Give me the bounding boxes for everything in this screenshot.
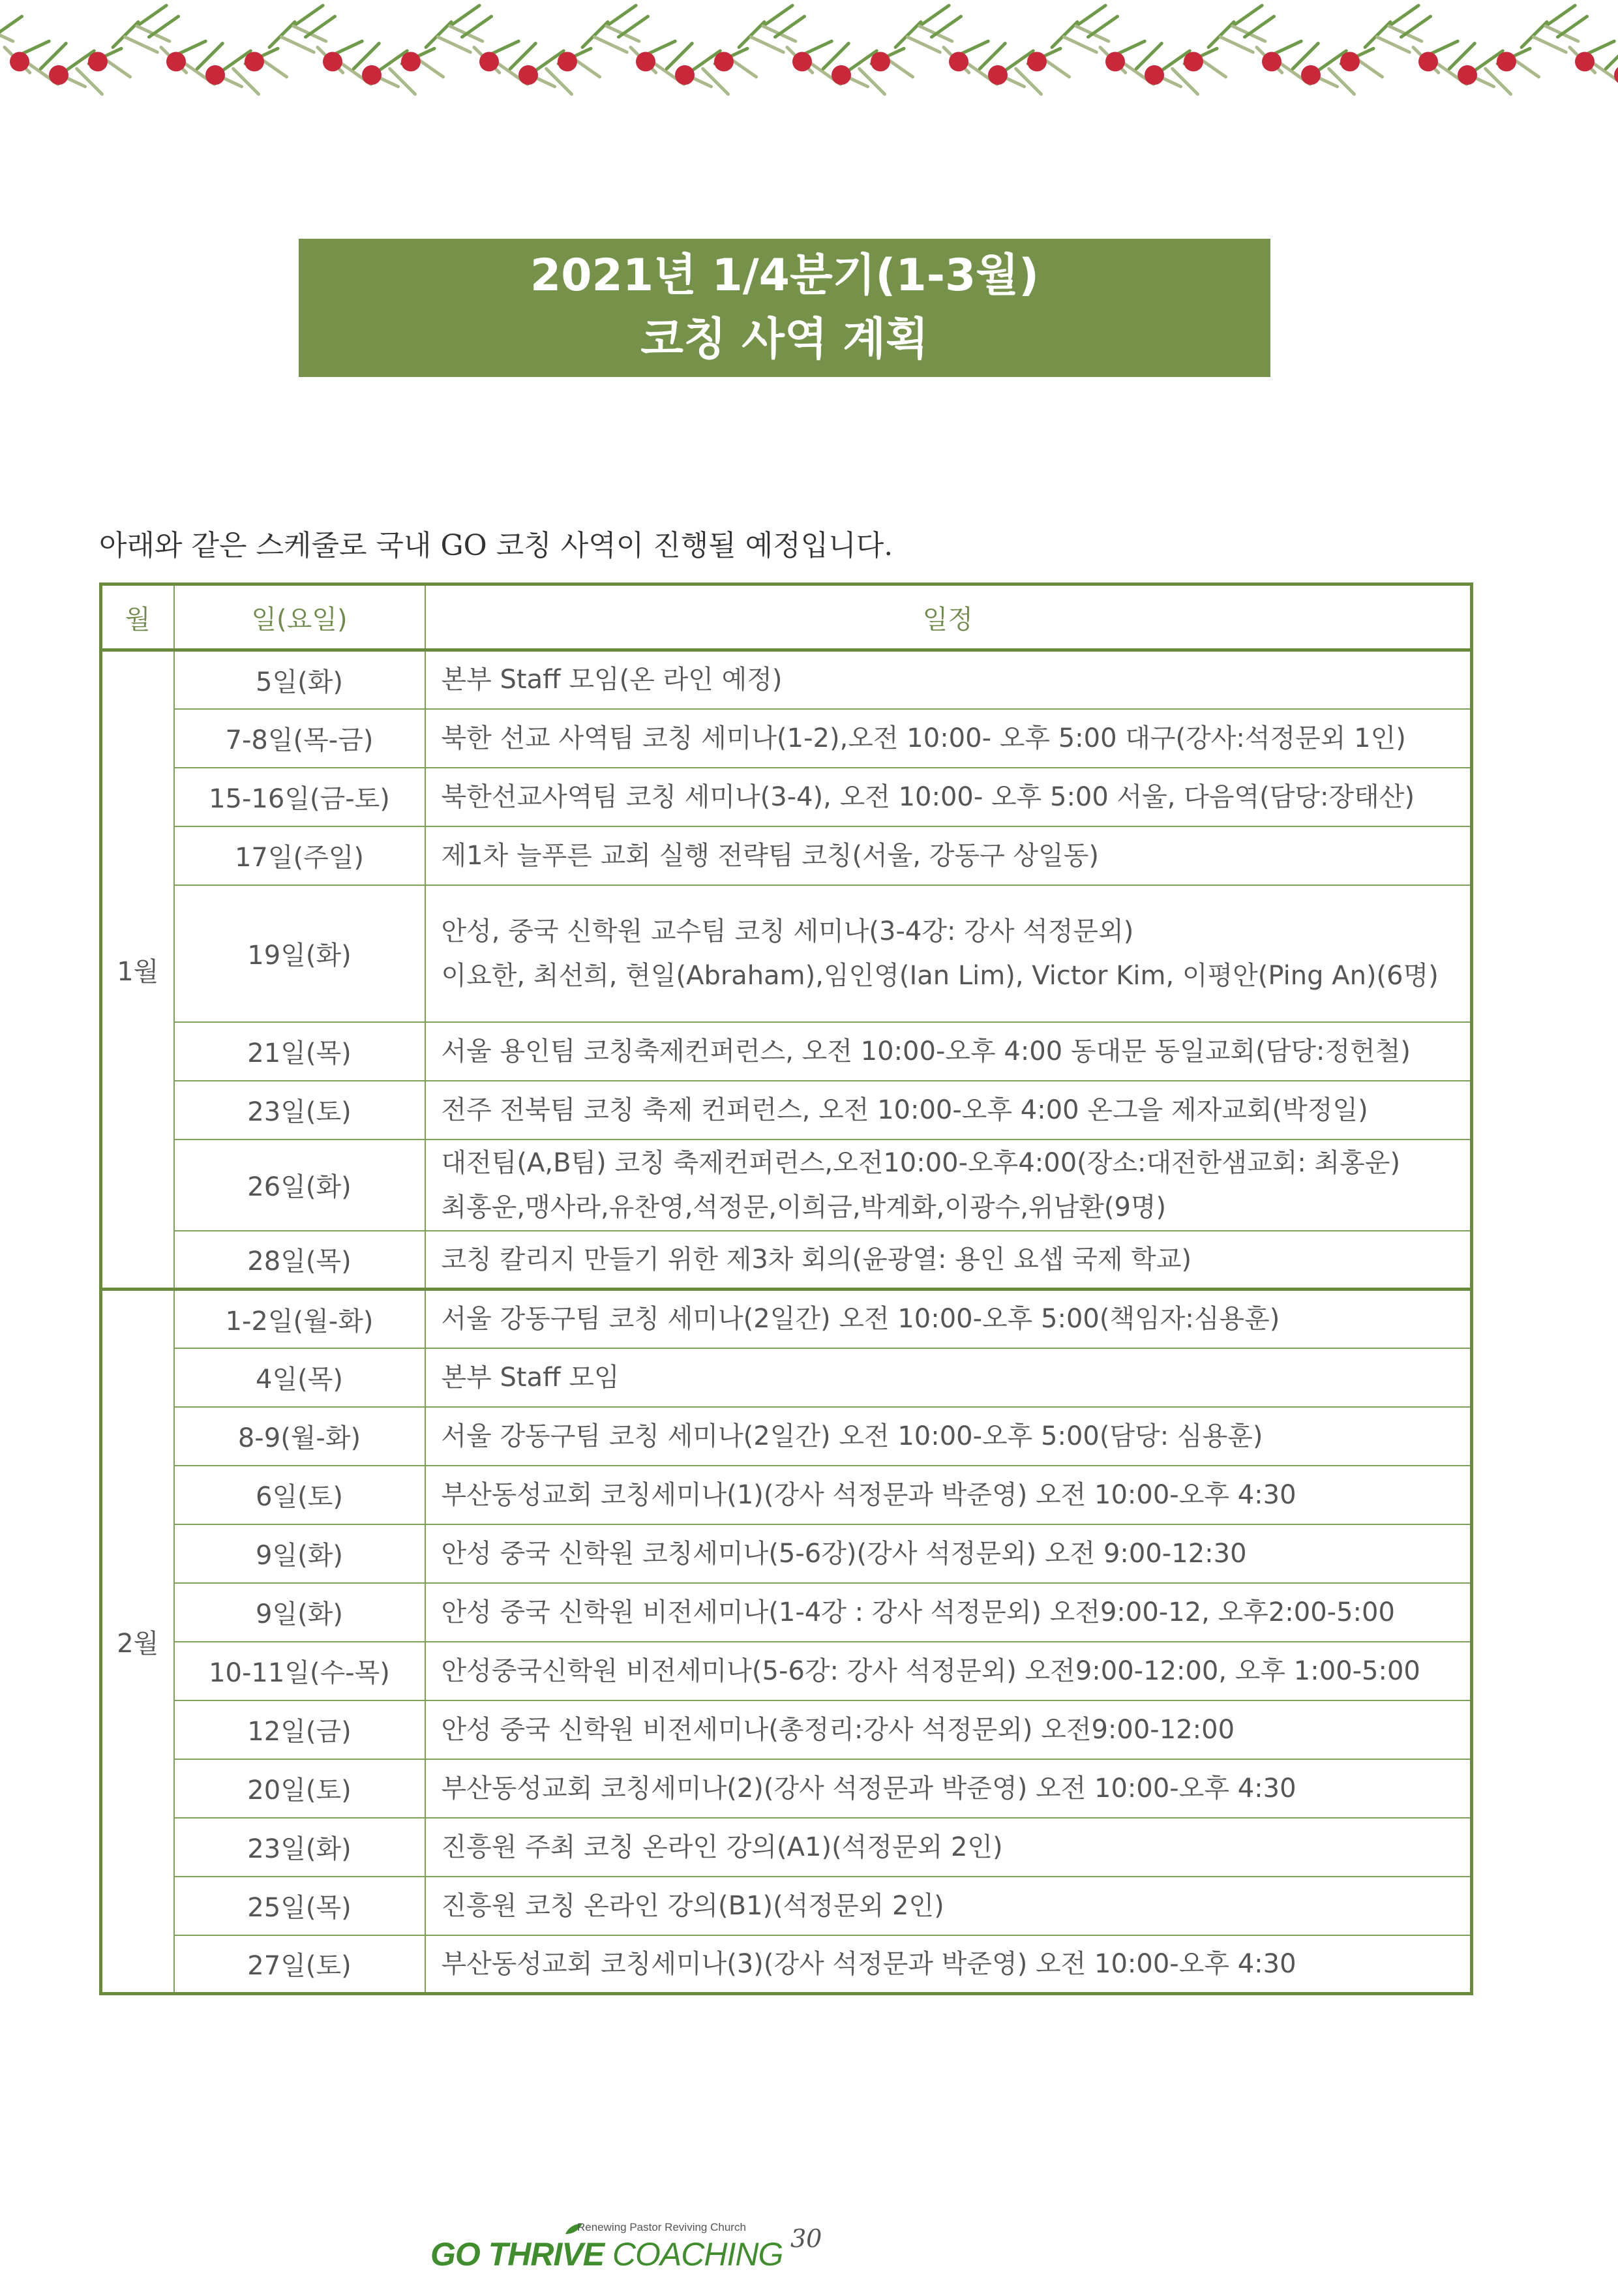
schedule-cell	[425, 1524, 1472, 1583]
pine-needle	[1486, 68, 1511, 94]
pine-needle	[137, 5, 166, 26]
footer-brand	[430, 2235, 783, 2273]
day-cell: 7-8일(목-금)	[174, 709, 425, 768]
pine-needle	[77, 68, 102, 94]
day-cell: 25일(목)	[174, 1877, 425, 1935]
schedule-cell	[425, 1583, 1472, 1642]
table-row	[101, 1466, 1472, 1524]
pine-needle	[1052, 22, 1077, 48]
pine-needle	[1173, 68, 1198, 94]
berry-icon	[1145, 65, 1164, 85]
title-line-2: 코칭 사역 계획	[640, 314, 929, 365]
schedule-cell	[425, 1407, 1472, 1466]
day-cell: 19일(화)	[174, 885, 425, 1022]
schedule-line: 진흥원 주최 코칭 온라인 강의(A1)(석정문외 2인)	[441, 1832, 1003, 1862]
table-row	[101, 826, 1472, 885]
schedule-line: 부산동성교회 코칭세미나(2)(강사 석정문과 박준영) 오전 10:00-오후 4:30	[441, 1773, 1296, 1804]
january-group	[101, 650, 1472, 1290]
berry-icon	[205, 65, 225, 85]
pine-needle	[1546, 5, 1575, 26]
schedule-cell	[425, 1759, 1472, 1818]
schedule-line: 서울 용인팀 코칭축제컨퍼런스, 오전 10:00-오후 4:00 동대문 동일교회(담당:정헌철)	[441, 1036, 1411, 1066]
berry-icon	[323, 52, 342, 71]
day-cell: 4일(목)	[174, 1348, 425, 1407]
schedule-cell	[425, 1348, 1472, 1407]
berry-icon	[49, 65, 68, 85]
schedule-cell	[425, 1877, 1472, 1935]
pine-needle	[510, 44, 535, 69]
pine-needle	[1389, 5, 1418, 26]
schedule-line: 북한 선교 사역팀 코칭 세미나(1-2),오전 10:00- 오후 5:00 대구(강사:석정문외 1인)	[441, 723, 1406, 753]
day-cell: 9일(화)	[174, 1524, 425, 1583]
day-cell: 17일(주일)	[174, 826, 425, 885]
pine-needle	[751, 37, 784, 52]
pine-needle	[1244, 16, 1274, 37]
brand-go: GO	[430, 2236, 488, 2273]
header-schedule: 일정	[425, 584, 1472, 650]
day-cell: 12일(금)	[174, 1700, 425, 1759]
pine-needle	[920, 5, 949, 26]
berry-icon	[558, 52, 577, 71]
day-cell: 1-2일(월-화)	[174, 1290, 425, 1348]
berry-icon	[401, 52, 421, 71]
pine-needle	[293, 5, 323, 26]
schedule-cell	[425, 650, 1472, 709]
berry-icon	[1418, 52, 1438, 71]
schedule-line: 서울 강동구팀 코칭 세미나(2일간) 오전 10:00-오후 5:00(담당: 심용훈)	[441, 1421, 1263, 1451]
pine-needle	[667, 44, 692, 69]
schedule-table	[99, 582, 1473, 1995]
pine-needle	[1521, 22, 1547, 48]
pine-needle	[1076, 5, 1105, 26]
day-cell: 20일(토)	[174, 1759, 425, 1818]
table-row	[101, 885, 1472, 1022]
table-row	[101, 768, 1472, 826]
pine-needle	[197, 44, 222, 69]
page-number: 30	[790, 2224, 822, 2253]
schedule-line: 안성중국신학원 비전세미나(5-6강: 강사 석정문외) 오전9:00-12:00, 오후 1:00-5:00	[441, 1655, 1420, 1686]
berry-icon	[166, 52, 186, 71]
table-header-row	[101, 584, 1472, 650]
berry-icon	[10, 52, 29, 71]
pine-needle	[607, 5, 636, 26]
berry-icon	[1458, 65, 1477, 85]
berry-icon	[792, 52, 812, 71]
table-row	[101, 1877, 1472, 1935]
pine-needle	[739, 22, 764, 48]
pine-needle	[125, 37, 158, 52]
schedule-line: 안성 중국 신학원 비전세미나(총정리:강사 석정문외) 오전9:00-12:00	[441, 1714, 1235, 1745]
berry-icon	[1262, 52, 1281, 71]
table-row	[101, 1642, 1472, 1700]
schedule-cell	[425, 1140, 1472, 1231]
month-cell: 1월	[101, 650, 174, 1290]
pine-needle	[1088, 16, 1117, 37]
pine-needle	[908, 37, 940, 52]
berry-icon	[831, 65, 851, 85]
berry-icon	[245, 52, 264, 71]
schedule-line: 안성 중국 신학원 비전세미나(1-4강 : 강사 석정문외) 오전9:00-12, 오후2:00-5:00	[441, 1597, 1395, 1627]
month-cell: 2월	[101, 1290, 174, 1994]
schedule-cell	[425, 826, 1472, 885]
berry-icon	[1497, 52, 1516, 71]
pine-needle	[269, 22, 295, 48]
pine-needle	[113, 22, 138, 48]
berry-icon	[1301, 65, 1321, 85]
title-banner	[299, 239, 1270, 377]
table-row	[101, 1022, 1472, 1081]
berry-icon	[88, 52, 108, 71]
berry-icon	[871, 52, 890, 71]
pine-needle	[282, 37, 314, 52]
table-row	[101, 1818, 1472, 1877]
pine-needle	[149, 16, 178, 37]
pine-needle	[895, 22, 921, 48]
table-row	[101, 1231, 1472, 1290]
day-cell: 28일(목)	[174, 1231, 425, 1290]
day-cell: 27일(토)	[174, 1935, 425, 1994]
pine-needle	[390, 68, 415, 94]
pine-needle	[1136, 44, 1161, 69]
schedule-line: 이요한, 최선희, 현일(Abraham),임인영(Ian Lim), Victor Kim, 이평안(Ping An)(6명)	[441, 960, 1439, 991]
pine-needle	[1606, 44, 1618, 69]
berry-icon	[479, 52, 499, 71]
footer-logo	[430, 2221, 835, 2280]
schedule-line: 서울 강동구팀 코칭 세미나(2일간) 오전 10:00-오후 5:00(책임자:심용훈)	[441, 1304, 1280, 1335]
table-row	[101, 1290, 1472, 1348]
table-row	[101, 1140, 1472, 1231]
day-cell: 23일(토)	[174, 1081, 425, 1140]
berry-icon	[949, 52, 968, 71]
berry-icon	[1614, 65, 1618, 85]
pine-needle	[426, 22, 451, 48]
schedule-line: 코칭 칼리지 만들기 위한 제3차 회의(윤광열: 용인 요셉 국제 학교)	[441, 1244, 1192, 1275]
schedule-cell	[425, 1231, 1472, 1290]
schedule-cell	[425, 709, 1472, 768]
day-cell: 21일(목)	[174, 1022, 425, 1081]
schedule-line: 본부 Staff 모임	[441, 1362, 620, 1393]
pine-needle	[703, 68, 728, 94]
pine-needle	[1534, 37, 1566, 52]
pine-needle	[1377, 37, 1410, 52]
day-cell: 8-9(월-화)	[174, 1407, 425, 1466]
pine-needle	[40, 44, 66, 69]
pine-needle	[823, 44, 848, 69]
pine-needle	[860, 68, 885, 94]
schedule-line: 최홍운,맹사라,유찬영,석정문,이희금,박계화,이광수,위남환(9명)	[441, 1192, 1167, 1222]
day-cell: 10-11일(수-목)	[174, 1642, 425, 1700]
pine-needle	[0, 16, 22, 37]
schedule-line: 본부 Staff 모임(온 라인 예정)	[441, 665, 783, 695]
intro-text: 아래와 같은 스케줄로 국내 GO 코칭 사역이 진행될 예정입니다.	[99, 529, 893, 562]
schedule-line: 부산동성교회 코칭세미나(1)(강사 석정문과 박준영) 오전 10:00-오후 4:30	[441, 1479, 1296, 1510]
table-row	[101, 650, 1472, 709]
pine-needle	[1365, 22, 1390, 48]
schedule-line: 제1차 늘푸른 교회 실행 전략팀 코칭(서울, 강동구 상일동)	[441, 840, 1099, 871]
pine-needle	[1449, 44, 1475, 69]
pine-needle	[1016, 68, 1041, 94]
schedule-cell	[425, 1466, 1472, 1524]
brand-coaching: COACHING	[612, 2236, 783, 2273]
day-cell: 23일(화)	[174, 1818, 425, 1877]
schedule-cell	[425, 1642, 1472, 1700]
table-row	[101, 1524, 1472, 1583]
title-line-1: 2021년 1/4분기(1-3월)	[530, 250, 1040, 301]
pine-needle	[1401, 16, 1430, 37]
pine-needle	[775, 16, 804, 37]
day-cell: 6일(토)	[174, 1466, 425, 1524]
header-month: 월	[101, 584, 174, 650]
header-day: 일(요일)	[174, 584, 425, 650]
berry-icon	[636, 52, 655, 71]
schedule-cell	[425, 1081, 1472, 1140]
schedule-cell	[425, 1290, 1472, 1348]
pine-needle	[305, 16, 335, 37]
berry-icon	[988, 65, 1008, 85]
berry-icon	[1105, 52, 1125, 71]
pine-needle	[763, 5, 792, 26]
pine-needle	[618, 16, 648, 37]
schedule-line: 북한선교사역팀 코칭 세미나(3-4), 오전 10:00- 오후 5:00 서울, 다음역(담당:장태산)	[441, 781, 1415, 812]
berry-icon	[1575, 52, 1595, 71]
berry-icon	[1340, 52, 1360, 71]
schedule-cell	[425, 1818, 1472, 1877]
pine-needle	[1208, 22, 1234, 48]
table-row	[101, 1348, 1472, 1407]
pine-needle	[353, 44, 379, 69]
pine-needle	[450, 5, 479, 26]
pine-needle	[1329, 68, 1355, 94]
schedule-line: 진흥원 코칭 온라인 강의(B1)(석정문외 2인)	[441, 1890, 944, 1921]
table-row	[101, 1583, 1472, 1642]
schedule-cell	[425, 768, 1472, 826]
berry-icon	[714, 52, 734, 71]
day-cell: 5일(화)	[174, 650, 425, 709]
footer-tagline: Renewing Pastor Reviving Church	[577, 2221, 746, 2233]
table-row	[101, 1700, 1472, 1759]
schedule-line: 부산동성교회 코칭세미나(3)(강사 석정문과 박준영) 오전 10:00-오후 4:30	[441, 1948, 1296, 1979]
schedule-cell	[425, 1700, 1472, 1759]
pine-needle	[931, 16, 961, 37]
berry-icon	[518, 65, 538, 85]
schedule-cell	[425, 885, 1472, 1022]
berry-icon	[1027, 52, 1047, 71]
schedule-line: 전주 전북팀 코칭 축제 컨퍼런스, 오전 10:00-오후 4:00 온그을 제자교회(박정일)	[441, 1095, 1368, 1125]
table-row	[101, 1759, 1472, 1818]
day-cell: 26일(화)	[174, 1140, 425, 1231]
table-row	[101, 1407, 1472, 1466]
pine-needle	[1221, 37, 1253, 52]
pine-needle	[233, 68, 259, 94]
table-row	[101, 1081, 1472, 1140]
day-cell: 9일(화)	[174, 1583, 425, 1642]
pine-needle	[462, 16, 491, 37]
berry-icon	[1184, 52, 1203, 71]
schedule-cell	[425, 1935, 1472, 1994]
pine-needle	[1233, 5, 1262, 26]
table-row	[101, 709, 1472, 768]
february-group	[101, 1290, 1472, 1994]
schedule-line: 안성 중국 신학원 코칭세미나(5-6강)(강사 석정문외) 오전 9:00-12:30	[441, 1538, 1247, 1569]
pine-needle	[582, 22, 608, 48]
schedule-line: 대전팀(A,B팀) 코칭 축제컨퍼런스,오전10:00-오후4:00(장소:대전한샘교회: 최홍운)	[441, 1147, 1401, 1178]
pine-needle	[1557, 16, 1587, 37]
pine-needle	[438, 37, 471, 52]
garland-decoration	[0, 0, 1618, 130]
day-cell: 15-16일(금-토)	[174, 768, 425, 826]
berry-icon	[675, 65, 695, 85]
pine-needle	[595, 37, 627, 52]
pine-needle	[1064, 37, 1097, 52]
schedule-cell	[425, 1022, 1472, 1081]
pine-needle	[1293, 44, 1318, 69]
brand-thrive: THRIVE	[488, 2236, 612, 2273]
pine-needle	[547, 68, 572, 94]
schedule-line: 안성, 중국 신학원 교수팀 코칭 세미나(3-4강: 강사 석정문외)	[441, 916, 1134, 946]
pine-needle	[980, 44, 1005, 69]
table-row	[101, 1935, 1472, 1994]
berry-icon	[362, 65, 382, 85]
